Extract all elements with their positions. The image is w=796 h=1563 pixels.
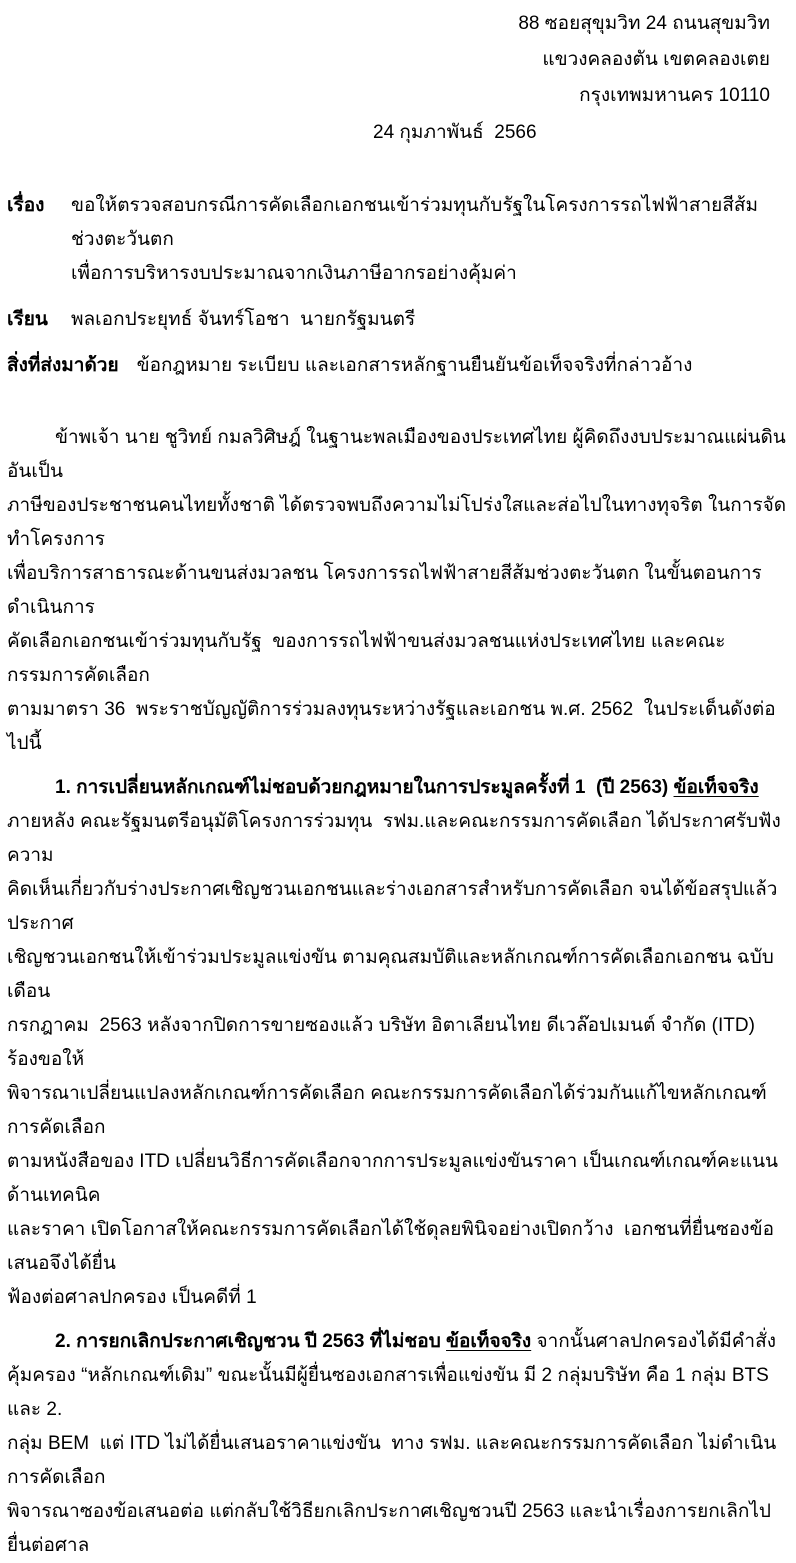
text-segment: คิดเห็นเกี่ยวกับร่างประกาศเชิญชวนเอกชนและร่างเอกสารสำหรับการคัดเลือก จนได้ข้อสรุปแล้วประกาศ <box>7 879 778 934</box>
text-segment: กลุ่ม BEM แต่ ITD ไม่ได้ยื่นเสนอราคาแข่งขัน ทาง รฟม. และคณะกรรมการคัดเลือก ไม่ดำเนินการคัดเลือก <box>7 1433 777 1488</box>
sender-address-line: 88 ซอยสุขุมวิท 24 ถนนสุขมวิท <box>518 13 770 34</box>
body-line <box>7 1009 788 1077</box>
body-paragraph-start-line <box>7 1325 788 1359</box>
sender-address-block <box>7 6 788 114</box>
field-label: เรียน <box>7 309 48 330</box>
text-segment: ภาษีของประชาชนคนไทยทั้งชาติ ได้ตรวจพบถึงความไม่โปร่งใสและส่อไปในทางทุจริต ในการจัดทำโครงการ <box>7 495 787 550</box>
body-line <box>7 625 788 693</box>
body-line <box>7 421 788 489</box>
body-line <box>7 941 788 1009</box>
text-segment: ภายหลัง คณะรัฐมนตรีอนุมัติโครงการร่วมทุน รฟม.และคณะกรรมการคัดเลือก ได้ประกาศรับฟังความ <box>7 811 781 866</box>
text-segment: กรกฎาคม 2563 หลังจากปิดการขายซองแล้ว บริษัท อิตาเลียนไทย ดีเวล๊อปเมนต์ จำกัด (ITD) ร้องขอให้ <box>7 1015 761 1070</box>
body-line <box>7 1145 788 1213</box>
field-line: ขอให้ตรวจสอบกรณีการคัดเลือกเอกชนเข้าร่วมทุนกับรัฐในโครงการรถไฟฟ้าสายสีส้มช่วงตะวันตก <box>71 195 759 250</box>
body-line <box>7 1077 788 1145</box>
text-segment: ข้อเท็จจริง <box>673 777 759 798</box>
text-segment: พิจารณาเปลี่ยนแปลงหลักเกณฑ์การคัดเลือก คณะกรรมการคัดเลือกได้ร่วมกันแก้ไขหลักเกณฑ์การคัดเลือก <box>7 1083 767 1138</box>
text-segment: 2. การยกเลิกประกาศเชิญชวน ปี 2563 ที่ไม่ชอบ <box>55 1331 447 1352</box>
letter-date: 24 กุมภาพันธ์ 2566 <box>373 122 537 143</box>
text-segment: เพื่อบริการสาธารณะด้านขนส่งมวลชน โครงการรถไฟฟ้าสายสีส้มช่วงตะวันตก ในขั้นตอนการดำเนินการ <box>7 563 762 618</box>
text-segment: คัดเลือกเอกชนเข้าร่วมทุนกับรัฐ ของการรถไฟฟ้าขนส่งมวลชนแห่งประเทศไทย และคณะกรรมการคัดเลือก <box>7 631 726 686</box>
sender-address-line: กรุงเทพมหานคร 10110 <box>579 85 770 106</box>
field-content <box>71 189 788 291</box>
field-content <box>71 303 788 337</box>
field-row <box>7 349 788 383</box>
text-segment: ตามหนังสือของ ITD เปลี่ยนวิธีการคัดเลือกจากการประมูลแข่งขันราคา เป็นเกณฑ์เกณฑ์คะแนนด้านเทคนิค <box>7 1151 779 1206</box>
text-segment: คุ้มครอง “หลักเกณฑ์เดิม” ขณะนั้นมีผู้ยื่นซองเอกสารเพื่อแข่งขัน มี 2 กลุ่มบริษัท คือ 1 กลุ่ม BTS และ 2. <box>7 1365 775 1420</box>
text-segment: และราคา เปิดโอกาสให้คณะกรรมการคัดเลือกได้ใช้ดุลยพินิจอย่างเปิดกว้าง เอกชนที่ยื่นซองข้อเสนอจึงได้ยื่น <box>7 1219 774 1274</box>
field-label: เรื่อง <box>7 195 45 216</box>
text-segment: ข้าพเจ้า นาย ชูวิทย์ กมลวิศิษฎ์ ในฐานะพลเมืองของประเทศไทย ผู้คิดถึงงบประมาณแผ่นดินอันเป็น <box>7 427 786 482</box>
field-row <box>7 303 788 337</box>
sender-address-line: แขวงคลองตัน เขตคลองเตย <box>542 49 770 70</box>
field-line: พลเอกประยุทธ์ จันทร์โอชา นายกรัฐมนตรี <box>71 309 416 330</box>
text-segment: 1. การเปลี่ยนหลักเกณฑ์ไม่ชอบด้วยกฎหมายในการประมูลครั้งที่ 1 (ปี 2563) <box>55 777 674 798</box>
field-label: สิ่งที่ส่งมาด้วย <box>7 355 119 376</box>
field-content <box>137 349 788 383</box>
body-line <box>7 1213 788 1281</box>
text-segment: ตามมาตรา 36 พระราชบัญญัติการร่วมลงทุนระหว่างรัฐและเอกชน พ.ศ. 2562 ในประเด็นดังต่อไปนี้ <box>7 699 776 754</box>
body-line <box>7 489 788 557</box>
body-line <box>7 1281 788 1315</box>
text-segment: ฟ้องต่อศาลปกครอง เป็นคดีที่ 1 <box>7 1287 257 1308</box>
letter-body <box>7 421 788 1563</box>
field-line: เพื่อการบริหารงบประมาณจากเงินภาษีอากรอย่างคุ้มค่า <box>71 263 517 284</box>
text-segment: พิจารณาซองข้อเสนอต่อ แต่กลับใช้วิธียกเลิกประกาศเชิญชวนปี 2563 และนำเรื่องการยกเลิกไปยื่นต่อศาล <box>7 1501 771 1556</box>
body-paragraph-start-line <box>7 771 788 805</box>
text-segment: เชิญชวนเอกชนให้เข้าร่วมประมูลแข่งขัน ตามคุณสมบัติและหลักเกณฑ์การคัดเลือกเอกชน ฉบับเดือน <box>7 947 774 1002</box>
body-line <box>7 557 788 625</box>
body-line <box>7 693 788 761</box>
field-row <box>7 189 788 291</box>
field-line: ข้อกฎหมาย ระเบียบ และเอกสารหลักฐานยืนยันข้อเท็จจริงที่กล่าวอ้าง <box>136 355 693 376</box>
body-line <box>7 1427 788 1495</box>
text-segment: ข้อเท็จจริง <box>446 1331 532 1352</box>
body-line <box>7 805 788 873</box>
text-segment: จากนั้นศาลปกครองได้มีคำสั่ง <box>531 1331 776 1352</box>
body-line <box>7 873 788 941</box>
body-line <box>7 1359 788 1427</box>
letter-header-fields <box>7 189 788 383</box>
body-line <box>7 1495 788 1563</box>
